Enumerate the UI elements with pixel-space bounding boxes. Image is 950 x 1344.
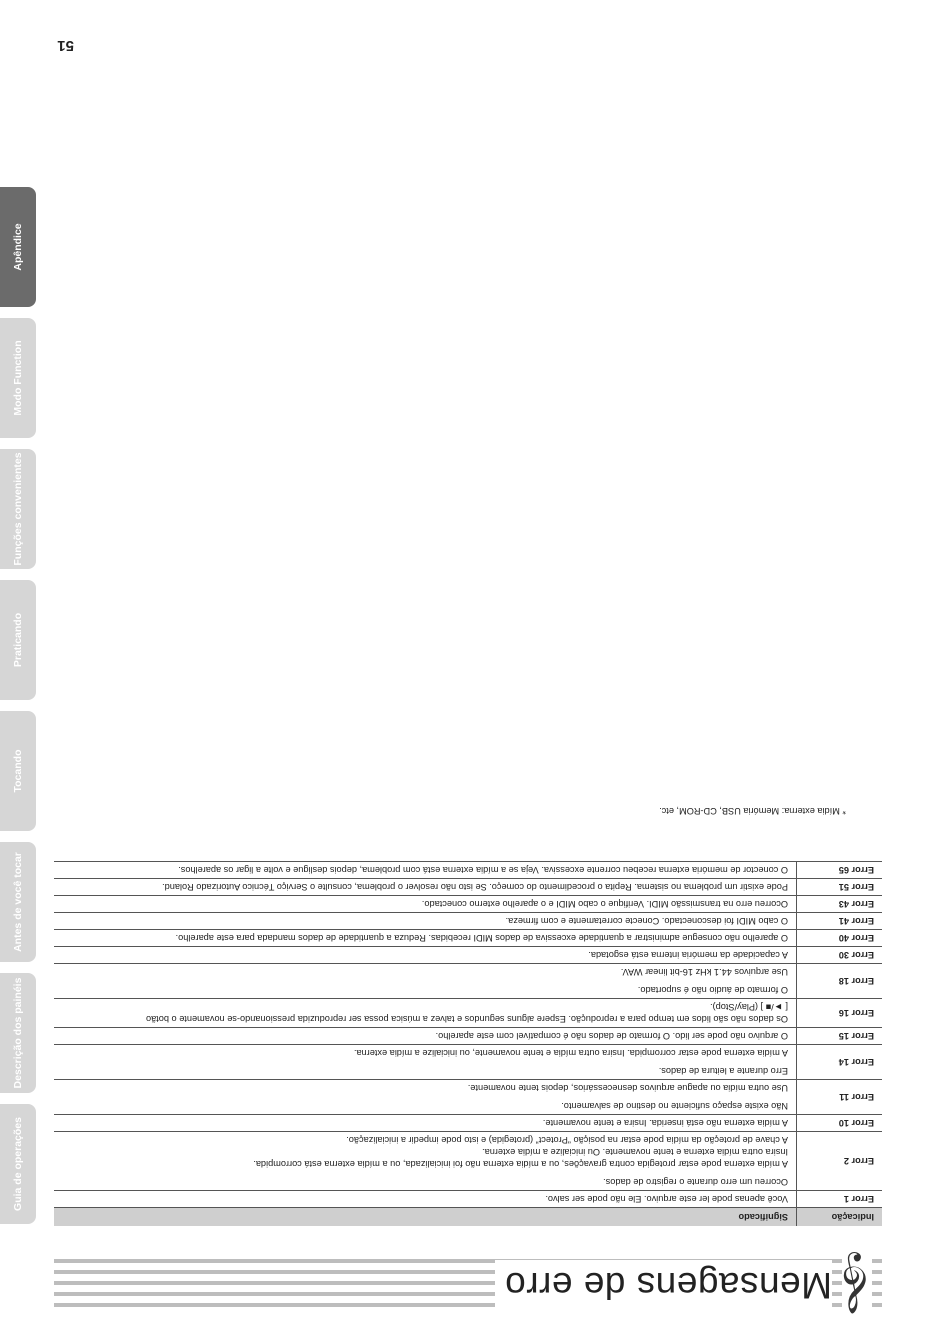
tab-antes-de-voce-tocar[interactable]	[0, 842, 36, 962]
error-code: Error 11	[797, 1080, 883, 1115]
meaning-line: Os dados não são lidos em tempo para a reprodução. Espere alguns segundos e talvez a música possa ser reproduzida pressionando-se novamente o botão	[146, 1014, 788, 1024]
error-code: Error 43	[797, 896, 883, 913]
tab-label: Funções convenientes	[12, 452, 24, 566]
treble-clef-icon: 𝄞	[841, 1254, 872, 1314]
error-meaning	[54, 964, 797, 999]
error-meaning	[54, 1080, 797, 1115]
section-tabs	[0, 184, 36, 1224]
meaning-line: O aparelho não consegue administrar a quantidade excessiva de dados MIDI recebidas. Reduza a quantidade de dados mandada para este aparelho.	[175, 933, 788, 943]
tab-apendice[interactable]	[0, 187, 36, 307]
error-meaning	[54, 1028, 797, 1045]
table-row	[54, 896, 882, 913]
table-row	[54, 947, 882, 964]
tab-tocando[interactable]	[0, 711, 36, 831]
tab-funcoes-convenientes[interactable]	[0, 449, 36, 569]
tab-label: Guia de operações	[12, 1117, 24, 1211]
page-title: Mensagens de erro	[495, 1260, 832, 1310]
error-code: Error 30	[797, 947, 883, 964]
tab-guia-de-operacoes[interactable]	[0, 1104, 36, 1224]
table-row	[54, 1132, 882, 1191]
meaning-line: Não existe espaço suficiente no destino de salvamento.	[561, 1101, 788, 1111]
error-meaning	[54, 999, 797, 1028]
error-meaning	[54, 1132, 797, 1191]
tab-label: Descrição dos painéis	[12, 977, 24, 1089]
tab-label: Tocando	[12, 749, 24, 793]
meaning-line: A chave de proteção da mídia pode estar na posição “Protect” (protegida) e isto pode impedir a inicialização.	[346, 1135, 788, 1145]
meaning-line: Use outra mídia ou apague arquivos desnecessários, depois tente novamente.	[467, 1083, 788, 1093]
error-meaning	[54, 930, 797, 947]
error-code: Error 51	[797, 879, 883, 896]
error-code: Error 40	[797, 930, 883, 947]
meaning-line: Insira outra mídia externa e tente novamente. Ou inicialize a mídia externa.	[482, 1147, 788, 1157]
page-number: 51	[57, 37, 74, 54]
error-meaning	[54, 896, 797, 913]
tab-label: Modo Function	[12, 340, 24, 416]
table-row	[54, 879, 882, 896]
table-row	[54, 1080, 882, 1115]
error-meaning	[54, 947, 797, 964]
table-row	[54, 862, 882, 879]
meaning-line: Erro durante a leitura de dados.	[658, 1066, 788, 1076]
meaning-line: O cabo MIDI foi desconectado. Conecte corretamente e com firmeza.	[505, 916, 788, 926]
meaning-line: Você apenas pode ler este arquivo. Ele não pode ser salvo.	[545, 1194, 788, 1204]
meaning-line: O arquivo não pode ser lido. O formato de dados não é compatível com este aparelho.	[435, 1031, 788, 1041]
error-code: Error 18	[797, 964, 883, 999]
error-meaning	[54, 1191, 797, 1208]
meaning-line: Pode existir um problema no sistema. Repita o procedimento do começo. Se isto não resolver o problema, consulte o Serviço Técnico Autorizado Roland.	[162, 882, 788, 892]
tab-modo-function[interactable]	[0, 318, 36, 438]
error-code: Error 65	[797, 862, 883, 879]
error-code: Error 2	[797, 1132, 883, 1191]
error-code: Error 16	[797, 999, 883, 1028]
table-row	[54, 913, 882, 930]
error-code: Error 1	[797, 1191, 883, 1208]
table-row	[54, 1028, 882, 1045]
error-code: Error 41	[797, 913, 883, 930]
tab-label: Apêndice	[12, 223, 24, 271]
tab-praticando[interactable]	[0, 580, 36, 700]
meaning-line: [ ►/■ ] (Play/Stop).	[710, 1002, 788, 1012]
column-header-meaning: Significado	[54, 1208, 797, 1227]
meaning-line: A mídia externa pode estar corrompida. Insira outra mídia e tente novamente, ou inicialize a mídia externa.	[353, 1048, 788, 1058]
table-row	[54, 999, 882, 1028]
error-messages-table	[54, 861, 882, 1226]
tab-label: Praticando	[12, 612, 24, 668]
error-meaning	[54, 1045, 797, 1080]
meaning-line: O formato de áudio não é suportado.	[637, 985, 788, 995]
meaning-line: A mídia externa não está inserida. Insira e tente novamente.	[542, 1118, 788, 1128]
meaning-line: A mídia externa pode estar protegida contra gravações, ou a mídia externa não foi inicializada, ou a mídia externa está corrompida.	[253, 1159, 788, 1169]
table-row	[54, 1191, 882, 1208]
error-meaning	[54, 1115, 797, 1132]
error-code: Error 14	[797, 1045, 883, 1080]
tab-label: Antes de você tocar	[12, 852, 24, 952]
table-row	[54, 1045, 882, 1080]
error-meaning	[54, 913, 797, 930]
meaning-line: Ocorreu um erro durante o registro de dados.	[603, 1177, 788, 1187]
error-code: Error 10	[797, 1115, 883, 1132]
footnote: * Mídia externa: Memória USB, CD-ROM, etc.	[659, 806, 846, 816]
meaning-line: A capacidade da memória interna está esgotada.	[588, 950, 788, 960]
table-row	[54, 1115, 882, 1132]
column-header-code: Indicação	[797, 1208, 883, 1227]
meaning-line: Ocorreu erro na transmissão MIDI. Verifique o cabo MIDI e o aparelho externo conectado.	[421, 899, 788, 909]
tab-descricao-dos-paineis[interactable]	[0, 973, 36, 1093]
meaning-line: Use arquivos 44.1 kHz 16-bit linear WAV.	[620, 967, 788, 977]
meaning-line: O conector de memória externa recebeu corrente excessiva. Veja se a mídia externa está com problema, depois desligue e volte a ligar os aparelhos.	[178, 865, 788, 875]
error-code: Error 15	[797, 1028, 883, 1045]
error-meaning	[54, 879, 797, 896]
table-row	[54, 964, 882, 999]
error-meaning	[54, 862, 797, 879]
table-header-row	[54, 1208, 882, 1227]
table-row	[54, 930, 882, 947]
